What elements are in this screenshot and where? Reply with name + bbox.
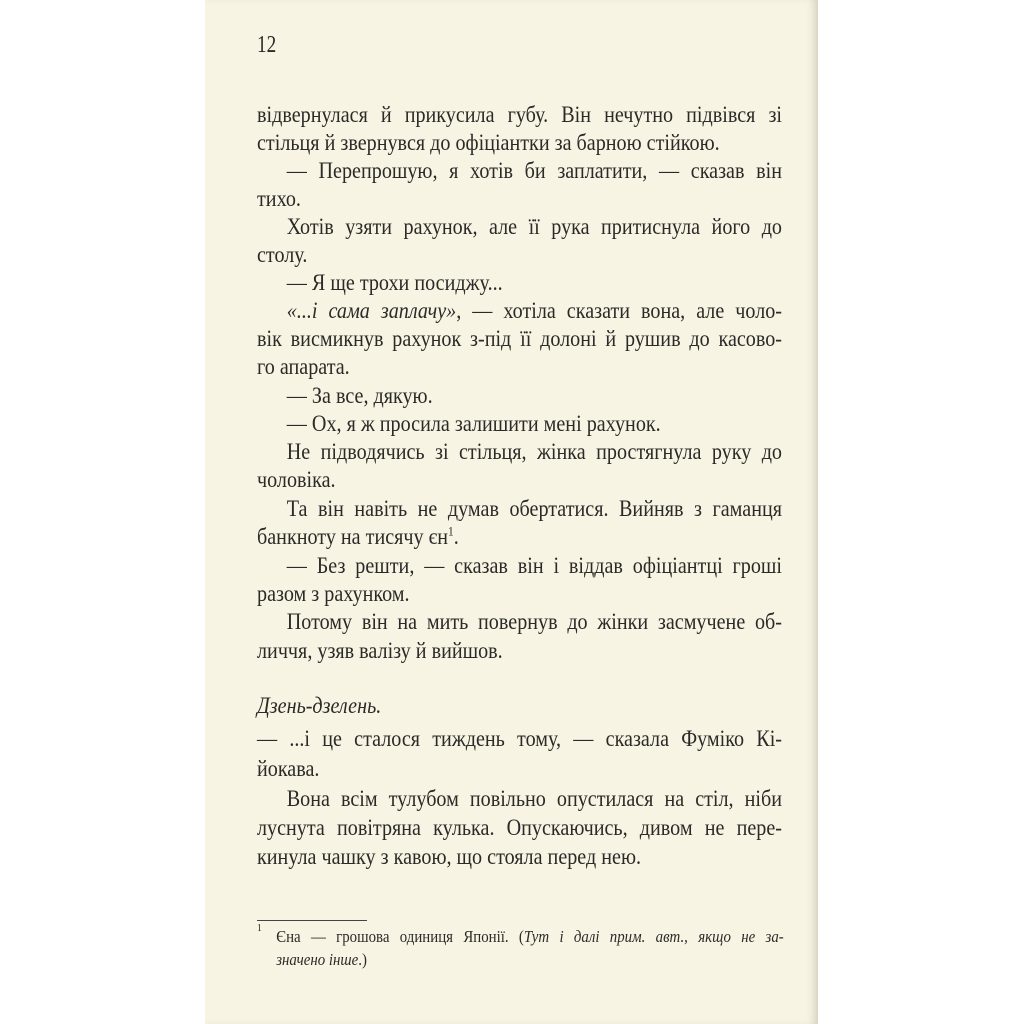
text-line: чоловіка. — [257, 467, 336, 492]
text-line: — Без решти, — сказав він і віддав офіціантці гроші — [286, 553, 782, 578]
text-line: Хотів узяти рахунок, але її рука притиснула його до — [286, 214, 782, 239]
text-line: — Я ще трохи посиджу... — [286, 270, 503, 295]
page-number: 12 — [257, 32, 277, 58]
italic-quote: «...і сама заплачу» — [286, 298, 457, 323]
text-span: . — [453, 524, 459, 549]
section-break-text: Дзень-дзелень. — [257, 693, 382, 718]
footnote-ref: 1 — [448, 523, 454, 539]
text-line: разом з рахунком. — [257, 581, 410, 606]
text-line: Та він навіть не думав обертатися. Вийняв з гаманця — [286, 496, 782, 521]
footnote-line — [276, 926, 784, 948]
text-line: йокава. — [257, 756, 320, 781]
text-line — [257, 297, 782, 325]
text-line: відвернулася й прикусила губу. Він нечутно підвівся зі — [257, 102, 782, 127]
text-span: .) — [358, 950, 367, 969]
text-line: — За все, дякую. — [286, 383, 433, 408]
text-line: Не підводячись зі стільця, жінка простягнула руку до — [286, 439, 782, 464]
text-line: Вона всім тулубом повільно опустилася на стіл, ніби — [286, 786, 782, 811]
text-line: личчя, узяв валізу й вийшов. — [257, 638, 503, 663]
text-line: Потому він на мить повернув до жінки засмучене об- — [286, 609, 782, 634]
footnote-divider — [257, 920, 367, 921]
text-line: столу. — [257, 242, 308, 267]
text-line: кинула чашку з кавою, що стояла перед нею. — [257, 844, 642, 869]
text-span: банкноту на тисячу єн — [257, 524, 449, 549]
text-line: — ...і це сталося тиждень тому, — сказала Фуміко Кі- — [257, 726, 782, 751]
text-span: , — хотіла сказати вона, але чоло- — [456, 298, 782, 323]
text-line: вік висмикнув рахунок з-під її долоні й рушив до касово- — [257, 326, 782, 351]
text-line: тихо. — [257, 186, 301, 211]
text-line — [257, 523, 782, 551]
text-line: — Ох, я ж просила залишити мені рахунок. — [286, 411, 661, 436]
footnote-mark: 1 — [257, 922, 262, 934]
text-line: го апарата. — [257, 354, 350, 379]
text-line: — Перепрошую, я хотів би заплатити, — сказав він — [286, 158, 782, 183]
italic-span: Тут і далі прим. авт., якщо не за- — [523, 927, 784, 946]
footnote-line — [276, 949, 801, 971]
italic-span: значено інше — [276, 950, 359, 969]
text-line: луснута повітряна кулька. Опускаючись, дивом не пере- — [257, 815, 782, 840]
text-line: стільця й звернувся до офіціантки за барною стійкою. — [257, 130, 720, 155]
text-span: Єна — грошова одиниця Японії. ( — [276, 927, 524, 946]
